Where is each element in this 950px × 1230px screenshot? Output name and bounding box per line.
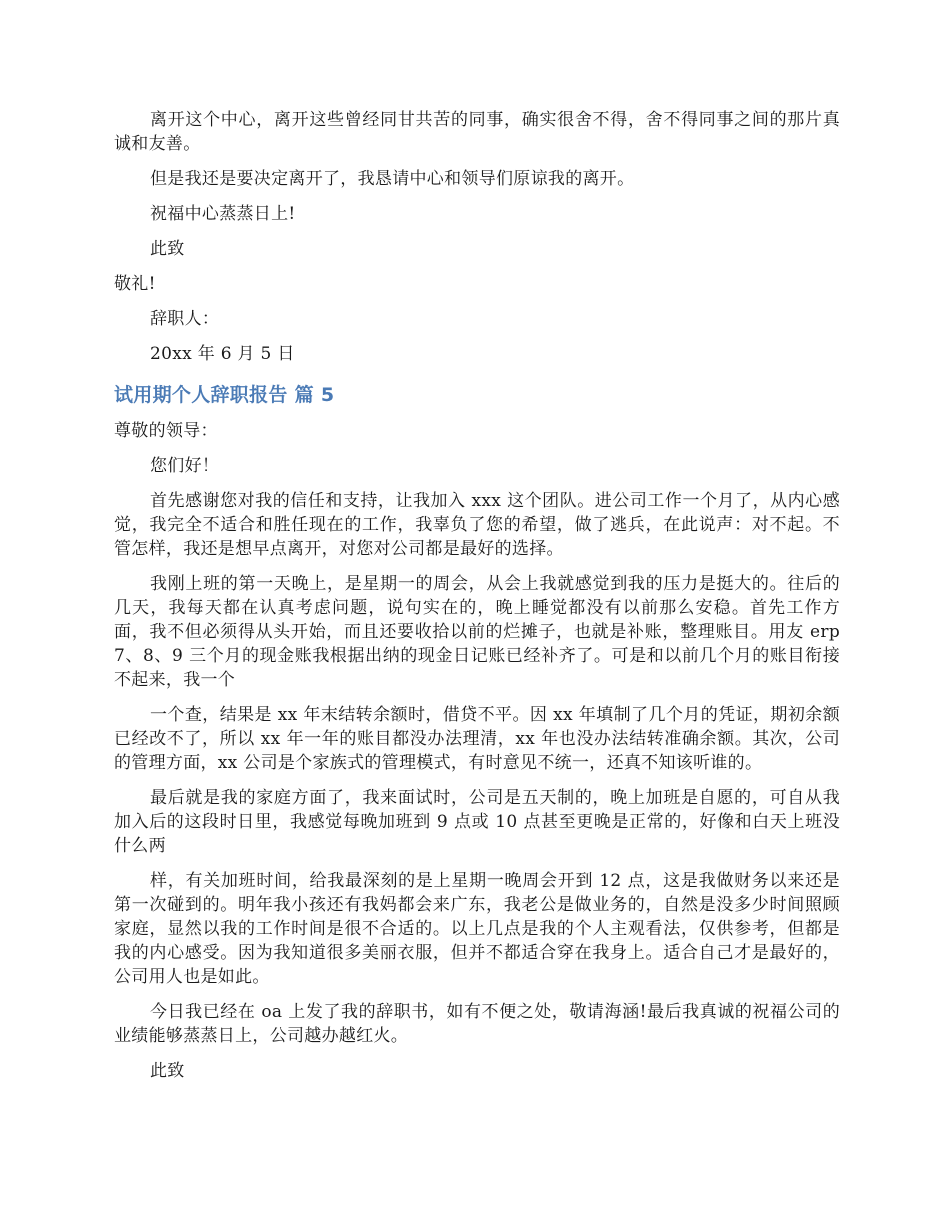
signature-date: 20xx 年 6 月 5 日: [150, 344, 295, 364]
paragraph-farewell: 离开这个中心，离开这些曾经同甘共苦的同事，确实很舍不得，舍不得同事之间的那片真诚和友善。: [114, 110, 840, 154]
paragraph-resignation-sent: 今日我已经在 oa 上发了我的辞职书，如有不便之处，敬请海涵!最后我真诚的祝福公司的业绩能够蒸蒸日上，公司越办越红火。: [114, 1002, 840, 1046]
signature-label: 辞职人：: [150, 309, 220, 329]
letter-hello: 您们好！: [150, 456, 220, 476]
paragraph-overtime: 样，有关加班时间，给我最深刻的是上星期一晚周会开到 12 点，这是我做财务以来还是第一次碰到的。明年我小孩还有我妈都会来广东，我老公是做业务的，自然是没多少时间照顾家庭，显然以我的工作时间是很不合适的。以上几点是我的个人主观看法，仅供参考，但都是我的内心感受。因为我知道很多美丽衣服，但并不都适合穿在我身上。适合自己才是最好的，公司用人也是如此。: [114, 871, 840, 987]
letter-greeting: 尊敬的领导：: [114, 421, 218, 441]
paragraph-blessing: 祝福中心蒸蒸日上!: [150, 204, 296, 224]
paragraph-family: 最后就是我的家庭方面了，我来面试时，公司是五天制的，晚上加班是自愿的，可自从我加入后的这段时日里，我感觉每晚加班到 9 点或 10 点甚至更晚是正常的，好像和白天上班没什么两: [114, 788, 840, 856]
section-heading: 试用期个人辞职报告 篇 5: [114, 384, 335, 406]
closing-salutation: 此致: [150, 239, 185, 259]
paragraph-first-day: 我刚上班的第一天晚上，是星期一的周会，从会上我就感觉到我的压力是挺大的。往后的几天，我每天都在认真考虑问题，说句实在的，晚上睡觉都没有以前那么安稳。首先工作方面，我不但必须得从头开始，而且还要收拾以前的烂摊子，也就是补账，整理账目。用友 erp7、8、9 三个月的现金账我根据出纳的现金日记账已经补齐了。可是和以前几个月的账目衔接不起来，我一个: [114, 574, 840, 690]
document-page: [114, 108, 840, 1094]
paragraph-decision: 但是我还是要决定离开了，我恳请中心和领导们原谅我的离开。: [150, 169, 635, 189]
closing-salutation-2: 此致: [150, 1061, 185, 1081]
paragraph-thanks: 首先感谢您对我的信任和支持，让我加入 xxx 这个团队。进公司工作一个月了，从内心感觉，我完全不适合和胜任现在的工作，我辜负了您的希望，做了逃兵，在此说声：对不起。不管怎样，我还是想早点离开，对您对公司都是最好的选择。: [114, 491, 840, 559]
closing-regards: 敬礼!: [114, 274, 156, 294]
paragraph-accounts: 一个查，结果是 xx 年末结转余额时，借贷不平。因 xx 年填制了几个月的凭证，期初余额已经改不了，所以 xx 年一年的账目都没办法理清，xx 年也没办法结转准确余额。其次，公司的管理方面，xx 公司是个家族式的管理模式，有时意见不统一，还真不知该听谁的。: [114, 705, 840, 773]
